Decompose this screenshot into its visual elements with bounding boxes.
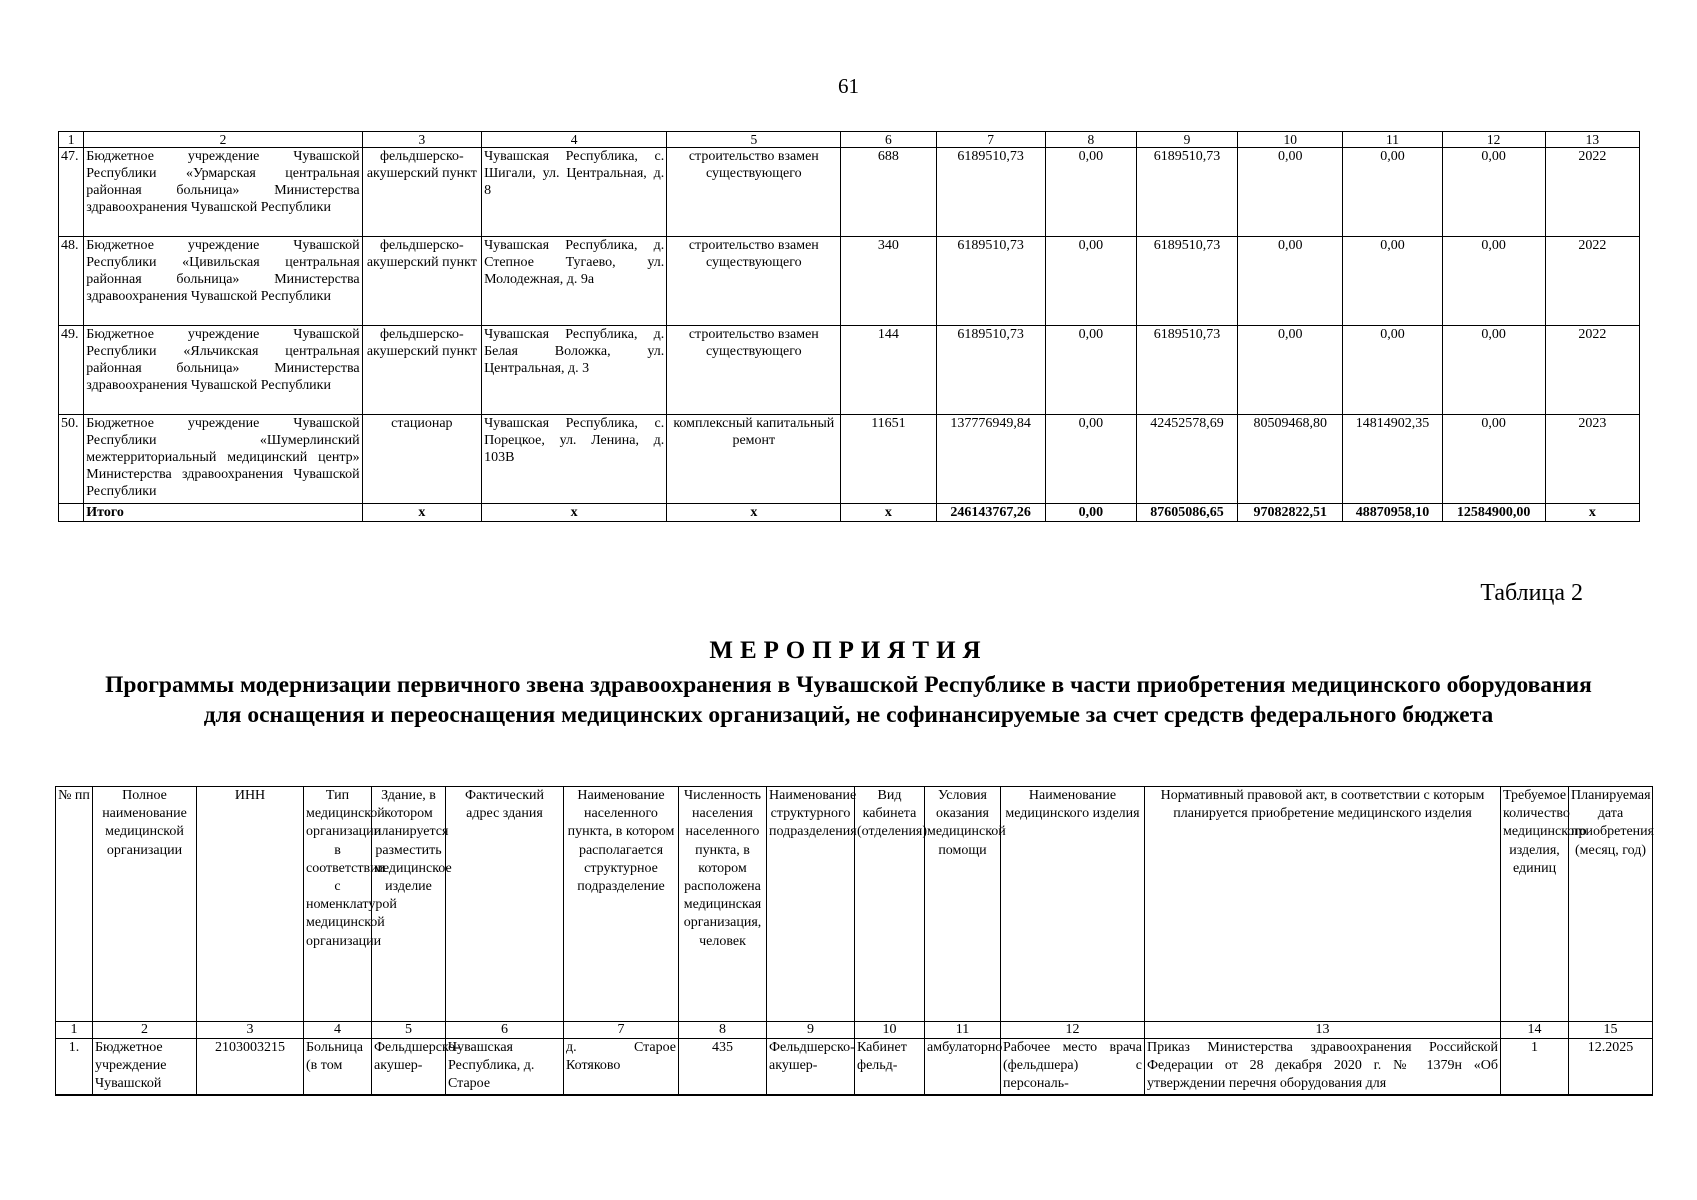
table-row <box>56 1039 1653 1095</box>
total-value: 48870958,10 <box>1343 504 1442 522</box>
table-1-col-numbers <box>59 132 1640 148</box>
table-2-header <box>56 787 1653 1022</box>
total-value: x <box>667 504 841 522</box>
cell-value: 0,00 <box>1045 237 1136 326</box>
column-header: Здание, в котором планируется разместить медицинское изделие <box>372 787 446 1022</box>
facility-type: фельдшерско-акушерский пункт <box>362 237 481 326</box>
col-number: 7 <box>936 132 1045 148</box>
cell-value: 0,00 <box>1442 326 1545 415</box>
address: Чувашская Республика, д. Белая Воложка, ул. Центральная, д. 3 <box>482 326 667 415</box>
cell-value: 80509468,80 <box>1238 415 1343 504</box>
column-header: Наименование структурного подразделения <box>767 787 855 1022</box>
column-header: Требуемое количество медицинского изделия, единиц <box>1501 787 1569 1022</box>
column-header: Численность населения населенного пункта, в котором расположена медицинская организация, человек <box>679 787 767 1022</box>
col-number: 10 <box>1238 132 1343 148</box>
organization-name: Бюджетное учреждение Чувашской Республики «Урмарская центральная районная больница» Министерства здравоохранения Чувашской Республики <box>84 148 362 237</box>
column-header: Планируемая дата приобретения (месяц, год) <box>1569 787 1653 1022</box>
total-value: 87605086,65 <box>1136 504 1237 522</box>
section-subheading: Программы модернизации первичного звена здравоохранения в Чувашской Республике в части приобретения медицинского оборудования для оснащения и переоснащения медицинских организаций, не софинансируемые за счет средств федерального бюджета <box>105 672 1592 728</box>
col-number: 11 <box>925 1022 1001 1039</box>
row-number: 47. <box>59 148 84 237</box>
col-number: 9 <box>767 1022 855 1039</box>
column-header: Полное наименование медицинской организации <box>93 787 197 1022</box>
cell-value: 688 <box>841 148 936 237</box>
work-type: комплексный капитальный ремонт <box>667 415 841 504</box>
col-number: 1 <box>56 1022 93 1039</box>
cell-value: 340 <box>841 237 936 326</box>
col-number: 2 <box>84 132 362 148</box>
address: Чувашская Республика, д. Старое <box>446 1039 564 1095</box>
total-value: 12584900,00 <box>1442 504 1545 522</box>
column-header: Наименование населенного пункта, в котором располагается структурное подразделение <box>564 787 679 1022</box>
col-number: 10 <box>855 1022 925 1039</box>
col-number: 8 <box>1045 132 1136 148</box>
purchase-date: 12.2025 <box>1569 1039 1653 1095</box>
population: 435 <box>679 1039 767 1095</box>
column-header: Наименование медицинского изделия <box>1001 787 1145 1022</box>
row-number: 49. <box>59 326 84 415</box>
cell-value: 0,00 <box>1045 148 1136 237</box>
organization-name: Бюджетное учреждение Чувашской <box>93 1039 197 1095</box>
legal-act: Приказ Министерства здравоохранения Российской Федерации от 28 декабря 2020 г. № 1379н «Об утверждении перечня оборудования для <box>1145 1039 1501 1095</box>
row-number: 1. <box>56 1039 93 1095</box>
facility-type: фельдшерско-акушерский пункт <box>362 148 481 237</box>
cell-value: 14814902,35 <box>1343 415 1442 504</box>
cell-value: 0,00 <box>1343 326 1442 415</box>
col-number: 3 <box>362 132 481 148</box>
cell-value: 0,00 <box>1238 148 1343 237</box>
total-label: Итого <box>84 504 362 522</box>
building: Фельдшерско-акушер- <box>372 1039 446 1095</box>
facility-type: фельдшерско-акушерский пункт <box>362 326 481 415</box>
table-1 <box>58 131 1640 522</box>
cell-value: 0,00 <box>1238 326 1343 415</box>
cell-value: 0,00 <box>1343 237 1442 326</box>
cabinet-type: Кабинет фельд- <box>855 1039 925 1095</box>
total-value: x <box>362 504 481 522</box>
facility-type: стационар <box>362 415 481 504</box>
row-number: 50. <box>59 415 84 504</box>
section-heading: МЕРОПРИЯТИЯ <box>709 637 988 664</box>
total-value: 0,00 <box>1045 504 1136 522</box>
cell-value: 144 <box>841 326 936 415</box>
table-2 <box>55 786 1653 1096</box>
col-number: 3 <box>197 1022 304 1039</box>
col-number: 11 <box>1343 132 1442 148</box>
device-name: Рабочее место врача (фельдшера) с персональ- <box>1001 1039 1145 1095</box>
cell-value: 6189510,73 <box>1136 148 1237 237</box>
col-number: 13 <box>1145 1022 1501 1039</box>
cell-value: 2022 <box>1545 148 1639 237</box>
cell-value: 137776949,84 <box>936 415 1045 504</box>
col-number: 5 <box>372 1022 446 1039</box>
settlement: д. Старое Котяково <box>564 1039 679 1095</box>
column-header: ИНН <box>197 787 304 1022</box>
cell-value: 0,00 <box>1238 237 1343 326</box>
col-number: 15 <box>1569 1022 1653 1039</box>
table-row <box>59 326 1640 415</box>
organization-name: Бюджетное учреждение Чувашской Республики «Яльчикская центральная районная больница» Министерства здравоохранения Чувашской Республики <box>84 326 362 415</box>
cell-value: 2023 <box>1545 415 1639 504</box>
col-number: 12 <box>1001 1022 1145 1039</box>
organization-type: Больница (в том <box>304 1039 372 1095</box>
cell-value: 0,00 <box>1442 415 1545 504</box>
col-number: 6 <box>841 132 936 148</box>
col-number: 7 <box>564 1022 679 1039</box>
column-header: Фактический адрес здания <box>446 787 564 1022</box>
care-conditions: амбулаторно <box>925 1039 1001 1095</box>
col-number: 4 <box>482 132 667 148</box>
column-header: Условия оказания медицинской помощи <box>925 787 1001 1022</box>
col-number: 9 <box>1136 132 1237 148</box>
col-number: 5 <box>667 132 841 148</box>
work-type: строительство взамен существующего <box>667 326 841 415</box>
column-header: № пп <box>56 787 93 1022</box>
column-header: Нормативный правовой акт, в соответствии с которым планируется приобретение медицинского изделия <box>1145 787 1501 1022</box>
cell-value: 0,00 <box>1442 148 1545 237</box>
cell-value: 2022 <box>1545 237 1639 326</box>
page-number: 61 <box>838 74 859 98</box>
empty-cell <box>59 504 84 522</box>
total-value: x <box>482 504 667 522</box>
address: Чувашская Республика, д. Степное Тугаево, ул. Молодежная, д. 9а <box>482 237 667 326</box>
col-number: 12 <box>1442 132 1545 148</box>
cell-value: 6189510,73 <box>936 326 1045 415</box>
column-header: Тип медицинской организации в соответствии с номенклатурой медицинской организации <box>304 787 372 1022</box>
cell-value: 6189510,73 <box>1136 237 1237 326</box>
cell-value: 42452578,69 <box>1136 415 1237 504</box>
col-number: 13 <box>1545 132 1639 148</box>
table-row <box>59 237 1640 326</box>
cell-value: 0,00 <box>1045 326 1136 415</box>
address: Чувашская Республика, с. Порецкое, ул. Ленина, д. 103В <box>482 415 667 504</box>
table-label: Таблица 2 <box>1480 580 1583 606</box>
organization-name: Бюджетное учреждение Чувашской Республики «Цивильская центральная районная больница» Министерства здравоохранения Чувашской Республики <box>84 237 362 326</box>
cell-value: 6189510,73 <box>1136 326 1237 415</box>
organization-name: Бюджетное учреждение Чувашской Республики «Шумерлинский межтерриториальный медицинский центр» Министерства здравоохранения Чувашской Республики <box>84 415 362 504</box>
col-number: 6 <box>446 1022 564 1039</box>
cell-value: 0,00 <box>1045 415 1136 504</box>
col-number: 1 <box>59 132 84 148</box>
total-value: x <box>1545 504 1639 522</box>
work-type: строительство взамен существующего <box>667 148 841 237</box>
cell-value: 0,00 <box>1343 148 1442 237</box>
quantity: 1 <box>1501 1039 1569 1095</box>
address: Чувашская Республика, с. Шигали, ул. Центральная, д. 8 <box>482 148 667 237</box>
col-number: 4 <box>304 1022 372 1039</box>
col-number: 8 <box>679 1022 767 1039</box>
table-row <box>59 148 1640 237</box>
total-row <box>59 504 1640 522</box>
subdivision: Фельдшерско-акушер- <box>767 1039 855 1095</box>
table-row <box>59 415 1640 504</box>
table-2-col-numbers <box>56 1022 1653 1039</box>
cell-value: 6189510,73 <box>936 237 1045 326</box>
total-value: x <box>841 504 936 522</box>
total-value: 97082822,51 <box>1238 504 1343 522</box>
col-number: 2 <box>93 1022 197 1039</box>
col-number: 14 <box>1501 1022 1569 1039</box>
cell-value: 6189510,73 <box>936 148 1045 237</box>
column-header: Вид кабинета (отделения) <box>855 787 925 1022</box>
cell-value: 11651 <box>841 415 936 504</box>
cell-value: 0,00 <box>1442 237 1545 326</box>
row-number: 48. <box>59 237 84 326</box>
inn: 2103003215 <box>197 1039 304 1095</box>
work-type: строительство взамен существующего <box>667 237 841 326</box>
total-value: 246143767,26 <box>936 504 1045 522</box>
cell-value: 2022 <box>1545 326 1639 415</box>
